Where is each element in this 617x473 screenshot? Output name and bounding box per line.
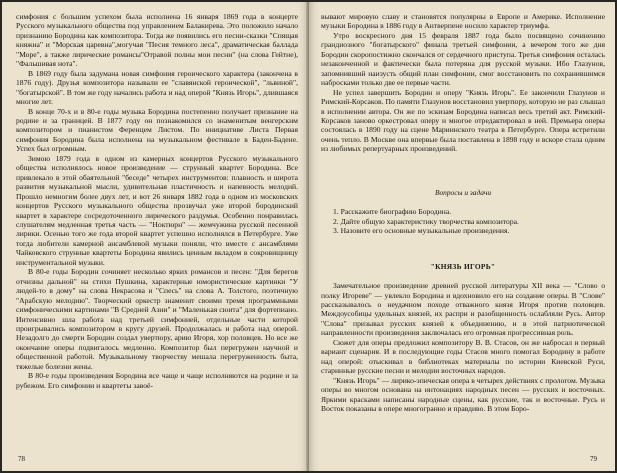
paragraph: В конце 70-х и в 80-е годы музыка Бородина постепенно получает признание на родине и за границей. В 1877 году он познакомился со знаменитым венгерским композитором и пианистом Ференцем Листом. По инициативе Листа Первая симфония Бородина была исполнена на музыкальном фестивале в Баден-Бадене. Успех был огромным. [16,106,298,154]
right-page [309,2,615,471]
book-spread [2,2,615,471]
questions-list [321,207,605,235]
paragraph: Утро воскресного дня 15 февраля 1887 года было посвящено сочинению грандиозного "богатырского" финала третьей симфонии, а вечером того же дня Бородин скоропостижно скончался от сердечного приступа. Третья симфония осталась незаконченной и фактически была потеряна для русской музыки. Ибо Глазунов, запомнивший наизусть общий план симфонии, смог восстановить по сохранившимся набросками только две ее первые части. [321,30,605,88]
paragraph: Зимою 1879 года в одном из камерных концертов Русского музыкального общества исполнялось новое произведение — струнный квартет Бородина. Все привлекало в этой обаятельной "беседе" четырех инструментов: плавность и широта развития музыкальной мысли, удивительная пластичность и напевность мелодий. Прошло немногим более двух лет, и вот 26 января 1882 года в одном из московских концертов Русского музыкального общества прозвучал уже второй бородинский квартет в характере сосредоточенного лирического раздумья. Особенно понравилась слушателям медленная третья часть — "Ноктюрн" — жемчужина русской песенной лирики. Осенью того же года второй квартет успешно исполнялся в Петербурге. Уже тогда любители камерной ансамблевой музыки поняли, что вместе с ансамблями Чайковского струнные квартеты Бородина явились ценным вкладом в сокровищницу инструментальной музыки. [16,153,298,267]
paragraph: симфония с большим успехом была исполнена 16 января 1869 года в концерте Русского музыкального общества под управлением Балакирева. Это положило начало признанию Бородина как композитора. Тогда же появились его песни-сказки "Спящая княжна" и "Морская царевна",могучая "Песня темного леса", драматическая баллада "Море", а также лирические романсы"Отравой полны мои песни" (на слова Гейтне), "Фальшивая нота". [16,12,298,69]
paragraph: "Князь Игорь" — лирико-эпическая опера в четырех действиях с прологом. Музыка оперы во многом основана на интонациях народных песен — русских и восточных. Яркими красками написаны народные сцены, как русские, так и восточные. Русь и Восток показаны в опере многогранно и правдиво. В этом Боро- [321,375,605,413]
left-text-column [16,12,298,390]
list-item: 2. Дайте общую характеристику творчества композитора. [333,216,519,226]
paragraph: Сюжет для оперы предложил композитору В. В. Стасов, он же набросал и первый вариант сценария. И в последующие годы Стасов много помогал Бородину в работе над оперой: отыскивал в библиотеках материалы по истории Киевской Руси, старинные русские песни и мелодии восточных народов. [321,337,605,376]
paragraph: вывают мировую славу и становятся популярны в Европе и Америке. Исполнение музыки Бородина в 1886 году в Антверпене носило характер триумфа. [321,12,605,31]
right-text-column [321,12,605,413]
paragraph: В 1869 году была задумана новая симфония героического характера (закончена в 1876 году). Друзья композитора называли ее "славянской героической", "львиной", "богатырской". В том же году начались работа и над оперой "Князь Игорь", длившаяся многие лет. [16,68,298,107]
paragraph: В 80-е годы произведения Бородина все чаще и чаще исполняются на родине и за рубежом. Его симфонии и квартеты завоё- [16,371,298,390]
paragraph: В 80-е годы Бородин сочиняет несколько ярких романсов и песен: "Для берегов отчизны дальной" на стихи Пушкина, характерные юмористические картинки "У людей-то в дому" на слова Некрасова и "Спесь" на слова А. Толстого, поэтичную "Арабскую мелодию". Творческий оркестр знаменит своими тремя программными симфоническими картинами "В Средней Азии" и "Маленькая сюита" для фортепиано. Интенсивно шла работа над третьей симфонией, отдельные части которой проигрывались композитором в кругу друзей. Продолжалась и работа над оперой. Незадолго до смерти Бородин создал увертюру, арию Игоря, хор половцев. Но все же окончание оперы подвигалось медленно. Композитор был перегружен научной и общественной работой. Музыкальному творчеству мешала перегруженность быта, тяжелые болезни жены. [16,267,298,371]
list-item: 1. Расскажите биографию Бородина. [333,207,452,217]
page-number: 79 [590,455,597,463]
page-number: 78 [18,455,25,463]
left-page [2,2,308,471]
section-title: "КНЯЗЬ ИГОРЬ" [430,261,496,271]
questions-heading: Вопросы и задачи [434,187,492,197]
list-item: 3. Назовите его основные музыкальные произведения. [333,226,510,236]
paragraph: Замечательное произведение древней русской литературы XII века — "Слово о полку Игореве" — увлекло Бородина и вдохновило его на создание оперы. В "Слове" рассказывалось о неудачном походе отважного князя Игоря против половцев. Междоусобицы удельных князей, их распри и разобщенность ослабляли Русь. Автор "Слова" призывал русских князей к объединению, и в этой патриотической направленности произведения заключалась его огромная прогрессивная роль. [321,281,605,338]
paragraph: Не успел завершить Бородин и оперу "Князь Игорь". Ее закончили Глазунов и Римский-Корсаков. По памяти Глазунов восстановил увертюру, которую не раз слышал в исполнении автора. Он же по эскизам Бородина написал весь третий акт. Римский-Корсаков заново оркестровал оперу и многое отредактировал в ней. Премьера оперы состоялась в 1890 году на сцене Мариинского театра в Петербурге. Опера встретили очень тепло. В Москве она впервые была поставлена в 1898 году и вскоре стала одним из любимых репертуарных произведений. [321,87,605,154]
